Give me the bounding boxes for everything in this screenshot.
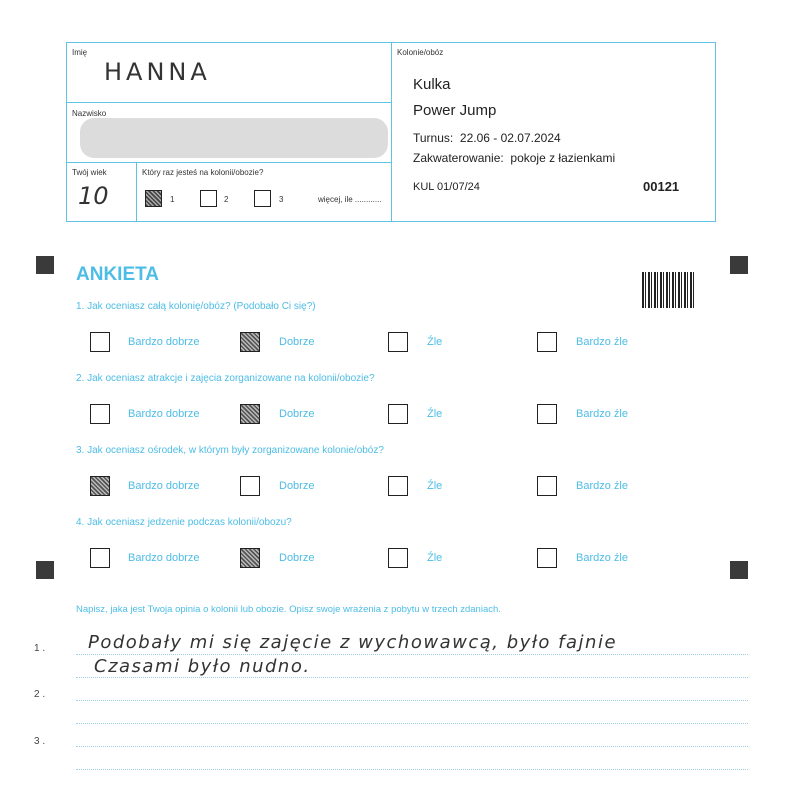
q3-option-bardzo-dobrze: Bardzo dobrze	[128, 480, 200, 492]
registration-marker-top-right	[730, 256, 748, 274]
q1-option-dobrze: Dobrze	[279, 336, 315, 348]
barcode	[642, 272, 696, 308]
q1-option-bardzo-dobrze: Bardzo dobrze	[128, 336, 200, 348]
q2-option-bardzo-zle: Bardzo źle	[576, 408, 628, 420]
times-option-1: 1	[170, 195, 175, 204]
times-checkbox-1[interactable]	[145, 190, 162, 207]
age-label: Twój wiek	[72, 168, 107, 177]
age-value[interactable]: 10	[78, 182, 109, 210]
q2-checkbox-dobrze[interactable]	[240, 404, 260, 424]
q1-checkbox-dobrze[interactable]	[240, 332, 260, 352]
camp-program: Power Jump	[413, 102, 497, 119]
handwritten-answer-line-1[interactable]: Podobały mi się zajęcie z wychowawcą, było fajnie	[88, 632, 618, 653]
line-number-3: 3 .	[34, 736, 46, 747]
q2-option-zle: Źle	[427, 408, 443, 420]
camp-label: Kolonie/obóz	[397, 48, 444, 57]
q1-option-bardzo-zle: Bardzo źle	[576, 336, 628, 348]
q1-checkbox-bardzo-dobrze[interactable]	[90, 332, 110, 352]
question-4: 4. Jak oceniasz jedzenie podczas kolonii/obozu?	[76, 517, 292, 528]
header-divider-surname	[66, 162, 391, 163]
times-option-3: 3	[279, 195, 284, 204]
q4-option-dobrze: Dobrze	[279, 552, 315, 564]
turnus-label: Turnus:	[413, 131, 454, 145]
question-1: 1. Jak oceniasz całą kolonię/obóz? (Podobało Ci się?)	[76, 301, 316, 312]
q1-checkbox-zle[interactable]	[388, 332, 408, 352]
q2-option-dobrze: Dobrze	[279, 408, 315, 420]
times-checkbox-2[interactable]	[200, 190, 217, 207]
q3-checkbox-zle[interactable]	[388, 476, 408, 496]
name-label: Imię	[72, 48, 88, 57]
q2-checkbox-zle[interactable]	[388, 404, 408, 424]
times-checkbox-3[interactable]	[254, 190, 271, 207]
surname-redacted[interactable]	[80, 118, 388, 158]
header-divider-age	[136, 162, 137, 222]
q4-option-bardzo-zle: Bardzo źle	[576, 552, 628, 564]
handwritten-answer-line-2[interactable]: Czasami było nudno.	[94, 656, 311, 677]
q1-checkbox-bardzo-zle[interactable]	[537, 332, 557, 352]
accommodation-row	[413, 151, 615, 165]
registration-marker-bottom-right	[730, 561, 748, 579]
answer-line-3b	[76, 769, 748, 770]
q1-option-zle: Źle	[427, 336, 443, 348]
line-number-1: 1 .	[34, 643, 46, 654]
q3-checkbox-bardzo-zle[interactable]	[537, 476, 557, 496]
q3-checkbox-dobrze[interactable]	[240, 476, 260, 496]
q4-checkbox-bardzo-dobrze[interactable]	[90, 548, 110, 568]
q4-option-bardzo-dobrze: Bardzo dobrze	[128, 552, 200, 564]
accommodation-value: pokoje z łazienkami	[510, 151, 616, 165]
question-2: 2. Jak oceniasz atrakcje i zajęcia zorganizowane na kolonii/obozie?	[76, 373, 375, 384]
times-option-2: 2	[224, 195, 229, 204]
q4-option-zle: Źle	[427, 552, 443, 564]
form-number: 00121	[643, 179, 680, 194]
surname-label: Nazwisko	[72, 109, 107, 118]
q2-option-bardzo-dobrze: Bardzo dobrze	[128, 408, 200, 420]
camp-code: KUL 01/07/24	[413, 181, 480, 193]
answer-line-1b	[76, 677, 748, 678]
answer-line-3a	[76, 746, 748, 747]
registration-marker-bottom-left	[36, 561, 54, 579]
name-value[interactable]: HANNA	[104, 58, 211, 86]
registration-marker-top-left	[36, 256, 54, 274]
q2-checkbox-bardzo-zle[interactable]	[537, 404, 557, 424]
q3-checkbox-bardzo-dobrze[interactable]	[90, 476, 110, 496]
header-divider-name	[66, 102, 391, 103]
turnus-value: 22.06 - 02.07.2024	[459, 131, 561, 145]
q4-checkbox-zle[interactable]	[388, 548, 408, 568]
times-option-more: więcej, ile ............	[318, 195, 382, 204]
answer-line-2a	[76, 700, 748, 701]
q4-checkbox-dobrze[interactable]	[240, 548, 260, 568]
header-divider-vertical	[391, 42, 392, 222]
times-label: Który raz jesteś na kolonii/obozie?	[142, 168, 264, 177]
q3-option-zle: Źle	[427, 480, 443, 492]
answer-line-2b	[76, 723, 748, 724]
line-number-2: 2 .	[34, 689, 46, 700]
q2-checkbox-bardzo-dobrze[interactable]	[90, 404, 110, 424]
question-3: 3. Jak oceniasz ośrodek, w którym były zorganizowane kolonie/obóz?	[76, 445, 384, 456]
q3-option-dobrze: Dobrze	[279, 480, 315, 492]
opinion-prompt: Napisz, jaka jest Twoja opinia o kolonii lub obozie. Opisz swoje wrażenia z pobytu w trzech zdaniach.	[76, 604, 501, 615]
turnus-row	[413, 131, 561, 145]
answer-line-1a	[76, 654, 748, 655]
q3-option-bardzo-zle: Bardzo źle	[576, 480, 628, 492]
survey-title: ANKIETA	[76, 264, 160, 285]
camp-name: Kulka	[413, 76, 451, 93]
q4-checkbox-bardzo-zle[interactable]	[537, 548, 557, 568]
accommodation-label: Zakwaterowanie:	[413, 151, 504, 165]
